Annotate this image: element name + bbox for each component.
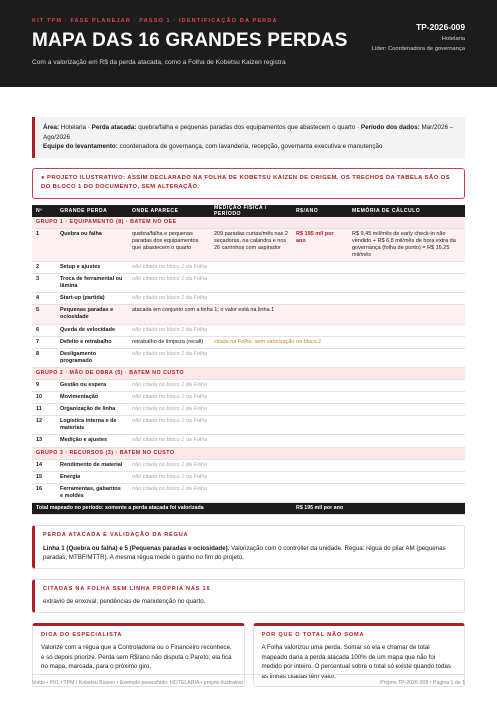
loss-name: Desligamento programado [56,348,128,367]
where-cell: quebra/falha e pequenas paradas dos equipamentos que abastecem o quarto [128,228,210,261]
table-row [32,324,465,336]
col-value: R$/ANO [292,205,348,217]
team-value: coordenadora de governança, com lavanderia, recepção, governanta executiva e manutenção [119,143,383,150]
footer-left: Voitto • P01 • TPM / Kobetsu Kaizen • Exemplo preenchido: HOTELARIA • projeto ilustrativo [32,680,244,686]
loss-label: Perda atacada: [91,124,137,131]
total-row [32,503,465,515]
row-number: 6 [32,324,56,336]
row-number: 10 [32,392,56,404]
loss-name: Gestão ou espera [56,380,128,392]
attacked-loss-text: Valorização com o controller da unidade. Régua: régua do pilar AM (pequenas paradas, MTBF/MTTR). A mesma régua mede o ganho no fim do projeto. [43,544,446,562]
table-row [32,435,465,447]
project-area: Hotelaria [441,36,465,42]
loss-name: Ferramentas, gabaritos e moldes [56,483,128,502]
col-loss: GRANDE PERDA [56,205,128,217]
table-row [32,348,465,367]
team-label: Equipe do levantamento: [43,143,118,150]
table-row [32,336,465,348]
total-label: Total mapeado no período: somente a perda atacada foi valorizada [32,503,292,515]
area-value: Hotelaria [60,124,87,131]
other-losses-box [32,579,465,613]
not-cited-note: não citada no bloco 1 da Folha [128,274,465,293]
project-meta [372,22,465,52]
row-number: 9 [32,380,56,392]
row-number: 8 [32,348,56,367]
loss-name: Energia [56,471,128,483]
table-row [32,380,465,392]
other-losses-text: extravio de enxoval; pendências de manutenção no quarto. [43,598,206,606]
table-header-row [32,205,465,217]
group-label: GRUPO 3 · RECURSOS (3) · BATEM NO CUSTO [32,447,465,459]
area-label: Área: [43,124,60,131]
table-row [32,392,465,404]
row-number: 7 [32,336,56,348]
not-cited-note: não citada no bloco 1 da Folha [128,293,465,305]
why-total-text: A Folha valorizou uma perda. Somar só ela e chamar de total mapeado daria à perda atacada 100% de um mapa que não foi medido por inteiro. O percentual sobre o total só existe quando todas as linhas citadas têm valor. [261,644,452,680]
not-cited-note: não citada no bloco 1 da Folha [128,459,465,471]
col-where: ONDE APARECE [128,205,210,217]
row-number: 4 [32,293,56,305]
not-cited-note: não citada no bloco 1 da Folha [128,435,465,447]
col-measure: MEDIÇÃO FÍSICA / PERÍODO [210,205,292,217]
loss-name: Defeito e retrabalho [56,336,128,348]
footer-right: Projeto TP-2026-009 • Página 1 de 1 [380,680,465,686]
row-number: 15 [32,471,56,483]
col-number: Nº [32,205,56,217]
row-number: 5 [32,305,56,324]
loss-name: Medição e ajustes [56,435,128,447]
table-row [32,416,465,435]
illustrative-alert: ● PROJETO ILUSTRATIVO: ASSIM DECLARADO NA FOLHA DE KOBETSU KAIZEN DE ORIGEM. OS TRECHOS DA TABELA SÃO OS DO BLOCO 1 DO DOCUMENTO, SEM ALTERAÇÃO. [32,168,465,199]
not-cited-note: não citada no bloco 1 da Folha [128,416,465,435]
not-cited-note: não citada no bloco 1 da Folha [128,348,465,367]
loss-name: Setup e ajustes [56,261,128,273]
memo-cell: R$ 9,45 mil/mês de early check-in não vendido + R$ 6,8 mil/mês de hora extra da governança (folha de ponto) = R$ 16,25 mil/mês [348,228,465,261]
table-row [32,293,465,305]
period-value: Mar/2026 – Ago/2026 [43,124,454,141]
header-band [0,0,497,87]
row-number: 3 [32,274,56,293]
info-panel: Área: Hotelaria · Perda atacada: quebra/falha e pequenas paradas dos equipamentos que abastecem o quarto · Período dos dados: Mar/2026 – Ago/2026 Equipe do levantamento: coordenadora de governança, com lavanderia, recepção, governanta executiva e manutenção [32,117,465,158]
table-row [32,459,465,471]
row-number: 16 [32,483,56,502]
table-row [32,483,465,502]
row-number: 1 [32,228,56,261]
row-number: 14 [32,459,56,471]
group-row [32,367,465,379]
measure-cell: 209 paradas curtas/mês nas 2 secadoras, na calandra e nos 26 carrinhos com aspirador [210,228,292,261]
table-row [32,261,465,273]
loss-name: Quebra ou falha [56,228,128,261]
not-cited-note: não citada no bloco 1 da Folha [128,471,465,483]
loss-name: Organização de linha [56,404,128,416]
row-number: 11 [32,404,56,416]
not-cited-note: não citada no bloco 1 da Folha [128,392,465,404]
attacked-loss-lines: Linha 1 (Quebra ou falha) e 5 (Pequenas paradas e ociosidade). [43,544,230,552]
losses-table [32,205,465,516]
loss-name: Queda de velocidade [56,324,128,336]
table-row [32,228,465,261]
page-footer [32,674,465,686]
table-row [32,471,465,483]
not-cited-note: não citada no bloco 1 da Folha [128,404,465,416]
loss-name: Start-up (partida) [56,293,128,305]
row-number: 2 [32,261,56,273]
loss-value: quebra/falha e pequenas paradas dos equipamentos que abastecem o quarto [138,124,356,131]
attacked-loss-title: PERDA ATACADA E VALIDAÇÃO DA RÉGUA [43,532,189,539]
row-number: 12 [32,416,56,435]
table-row [32,404,465,416]
total-value: R$ 195 mil por ano [292,503,465,515]
not-cited-note: não citada no bloco 1 da Folha [128,483,465,502]
page-subtitle: Com a valorização em R$ da perda atacada, como a Folha de Kobetsu Kaizen registra [32,59,286,66]
loss-name: Troca de ferramental ou lâmina [56,274,128,293]
expert-tip-text: Valorize com a régua que a Controladoria ou o Financeiro reconhece, e só depois priorize. Perda sem R$/ano não disputa o Pareto; ela fica no mapa, marcada, para o próximo giro. [41,644,232,671]
why-total-title: POR QUE O TOTAL NÃO SOMA [261,631,365,638]
not-cited-note: não citada no bloco 1 da Folha [128,324,465,336]
other-losses-title: CITADAS NA FOLHA SEM LINHA PRÓPRIA NAS 16 [43,585,211,592]
loss-name: Logística interna e de materiais [56,416,128,435]
group-row [32,217,465,229]
table-row [32,274,465,293]
annotation-note: citada na Folha, sem valorização no bloco 1 [210,336,465,348]
col-memo: MEMÓRIA DE CÁLCULO [348,205,465,217]
project-leader: Líder: Coordenadora de governança [371,46,465,52]
not-cited-note: não citada no bloco 1 da Folha [128,261,465,273]
period-label: Período dos dados: [360,124,420,131]
group-row [32,447,465,459]
loss-name: Pequenas paradas e ociosidade [56,305,128,324]
group-label: GRUPO 1 · EQUIPAMENTO (8) · BATEM NO OEE [32,217,465,229]
expert-tip-title: DICA DO ESPECIALISTA [41,631,123,638]
table-row [32,305,465,324]
loss-name: Rendimento de material [56,459,128,471]
page-title: MAPA DAS 16 GRANDES PERDAS [32,30,348,51]
where-cell: atacada em conjunto com a linha 1; o valor está na linha 1 [128,305,465,324]
loss-name: Movimentação [56,392,128,404]
kicker: KIT TPM · FASE PLANEJAR · PASSO 1 · IDENTIFICAÇÃO DA PERDA [32,18,278,24]
where-cell: retrabalho de limpeza (recall) [128,336,210,348]
not-cited-note: não citada no bloco 1 da Folha [128,380,465,392]
value-cell: R$ 195 mil por ano [292,228,348,261]
group-label: GRUPO 2 · MÃO DE OBRA (5) · BATEM NO CUSTO [32,367,465,379]
project-code: TP-2026-009 [416,22,465,32]
row-number: 13 [32,435,56,447]
attacked-loss-box [32,525,465,569]
